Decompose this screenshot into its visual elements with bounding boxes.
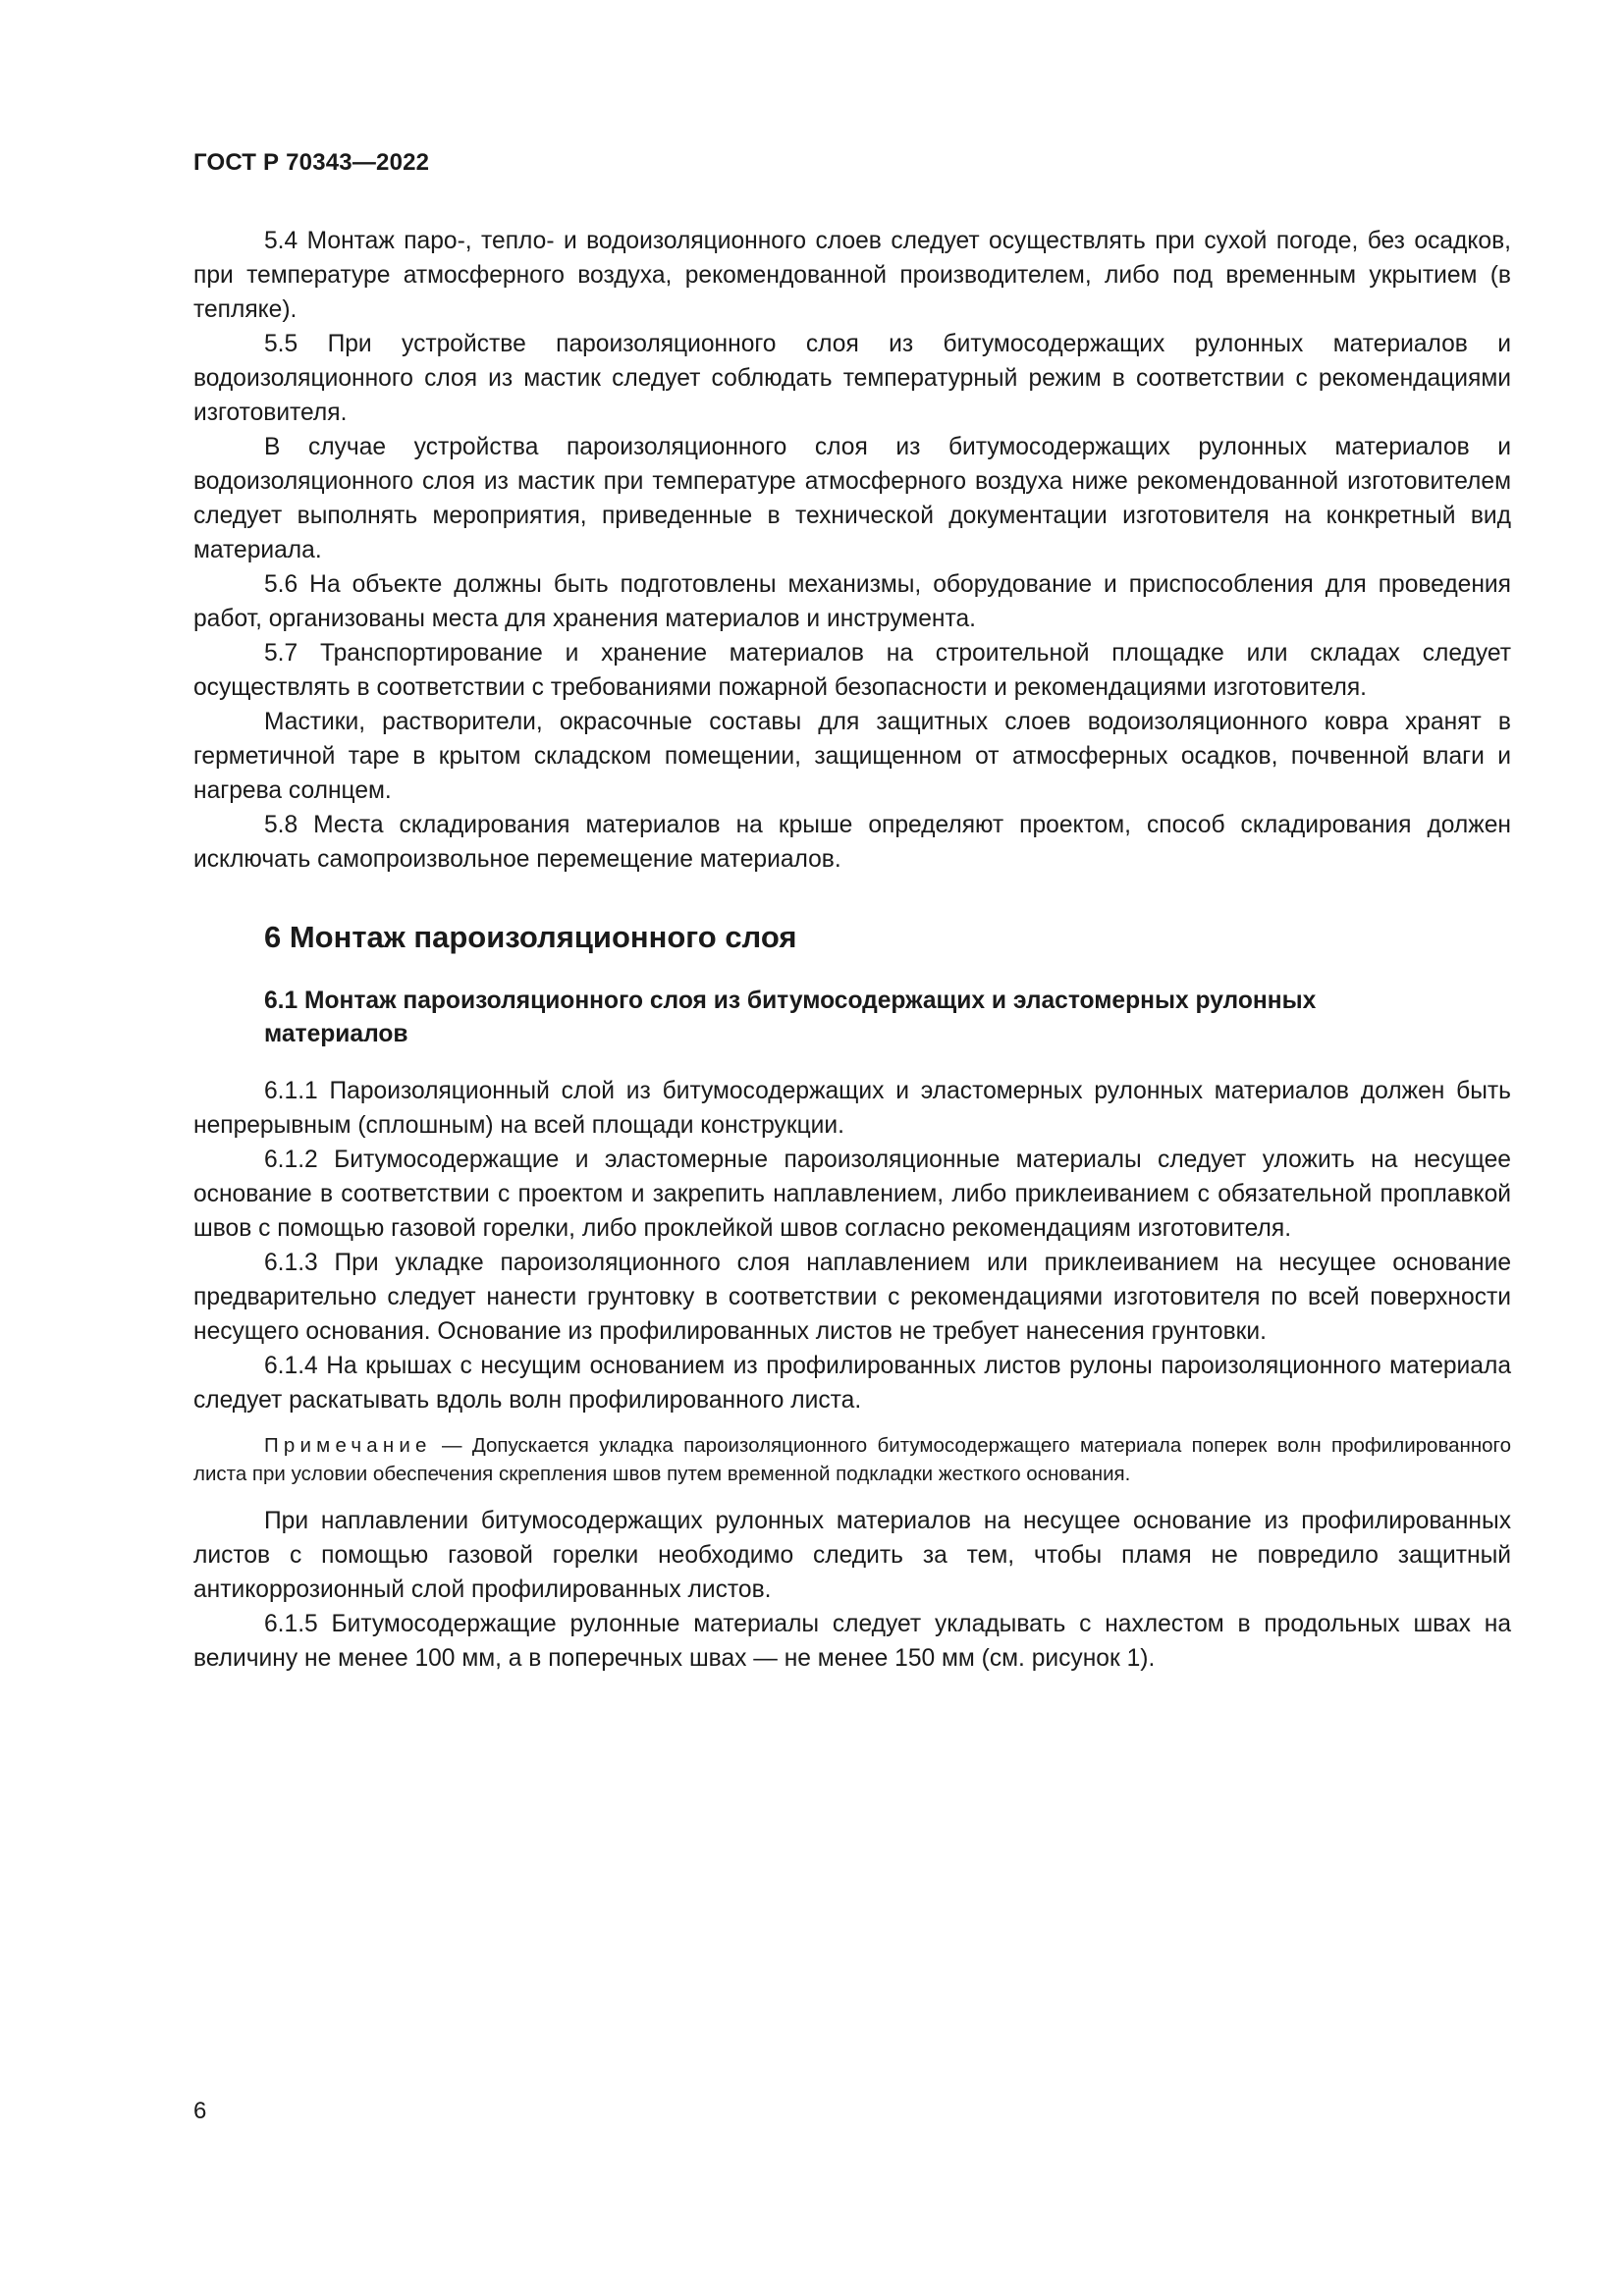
paragraph-5-7: 5.7 Транспортирование и хранение материалов на строительной площадке или складах следует осуществлять в соответствии с требованиями пожарной безопасности и рекомендациями изготовителя. <box>193 640 1511 701</box>
note-text: — Допускается укладка пароизоляционного битумосодержащего материала поперек волн профилированного листа при условии обеспечения скрепления швов путем временной подкладки жесткого основания. <box>193 1434 1511 1485</box>
paragraph-6-1-5: 6.1.5 Битумосодержащие рулонные материалы следует укладывать с нахлестом в продольных швах на величину не менее 100 мм, а в поперечных швах — не менее 150 мм (см. рисунок 1). <box>193 1611 1511 1672</box>
paragraph-5-5: 5.5 При устройстве пароизоляционного слоя из битумосодержащих рулонных материалов и водоизоляционного слоя из мастик следует соблюдать температурный режим в соответствии с рекомендациями изготовителя. <box>193 331 1511 426</box>
subsection-title: 6.1 Монтаж пароизоляционного слоя из битумосодержащих и эластомерных рулонных материалов <box>264 988 1317 1047</box>
note <box>193 1431 1511 1488</box>
document-body <box>193 224 1511 1676</box>
paragraph-5-4: 5.4 Монтаж паро-, тепло- и водоизоляционного слоев следует осуществлять при сухой погоде, без осадков, при температуре атмосферного воздуха, рекомендованной производителем, либо под временным укрытием (в тепляке). <box>193 228 1511 323</box>
section-title: 6 Монтаж пароизоляционного слоя <box>264 920 797 954</box>
paragraph-5-5-cont: В случае устройства пароизоляционного слоя из битумосодержащих рулонных материалов и водоизоляционного слоя из мастик при температуре атмосферного воздуха ниже рекомендованной изготовителем следует выполнять мероприятия, приведенные в технической документации изготовителя на конкретный вид материала. <box>193 434 1511 563</box>
paragraph-6-1-3: 6.1.3 При укладке пароизоляционного слоя наплавлением или приклеиванием на несущее основание предварительно следует нанести грунтовку в соответствии с рекомендациями изготовителя по всей поверхности несущего основания. Основание из профилированных листов не требует нанесения грунтовки. <box>193 1250 1511 1345</box>
paragraph-5-8: 5.8 Места складирования материалов на крыше определяют проектом, способ складирования должен исключать самопроизвольное перемещение материалов. <box>193 812 1511 873</box>
document-header: ГОСТ Р 70343—2022 <box>193 149 430 176</box>
paragraph-5-7-cont: Мастики, растворители, окрасочные составы для защитных слоев водоизоляционного ковра хранят в герметичной таре в крытом складском помещении, защищенном от атмосферных осадков, почвенной влаги и нагрева солнцем. <box>193 709 1511 804</box>
paragraph-5-6: 5.6 На объекте должны быть подготовлены механизмы, оборудование и приспособления для проведения работ, организованы места для хранения материалов и инструмента. <box>193 571 1511 632</box>
paragraph-6-1-1: 6.1.1 Пароизоляционный слой из битумосодержащих и эластомерных рулонных материалов должен быть непрерывным (сплошным) на всей площади конструкции. <box>193 1078 1511 1139</box>
paragraph-6-1-2: 6.1.2 Битумосодержащие и эластомерные пароизоляционные материалы следует уложить на несущее основание в соответствии с проектом и закрепить наплавлением, либо приклеиванием с обязательной проплавкой швов с помощью газовой горелки, либо проклейкой швов согласно рекомендациям изготовителя. <box>193 1147 1511 1242</box>
page-number: 6 <box>193 2098 207 2124</box>
paragraph-6-1-4-cont: При наплавлении битумосодержащих рулонных материалов на несущее основание из профилированных листов с помощью газовой горелки необходимо следить за тем, чтобы пламя не повредило защитный антикоррозионный слой профилированных листов. <box>193 1508 1511 1603</box>
paragraph-6-1-4: 6.1.4 На крышах с несущим основанием из профилированных листов рулоны пароизоляционного материала следует раскатывать вдоль волн профилированного листа. <box>193 1353 1511 1414</box>
note-label: Примечание <box>264 1434 432 1457</box>
